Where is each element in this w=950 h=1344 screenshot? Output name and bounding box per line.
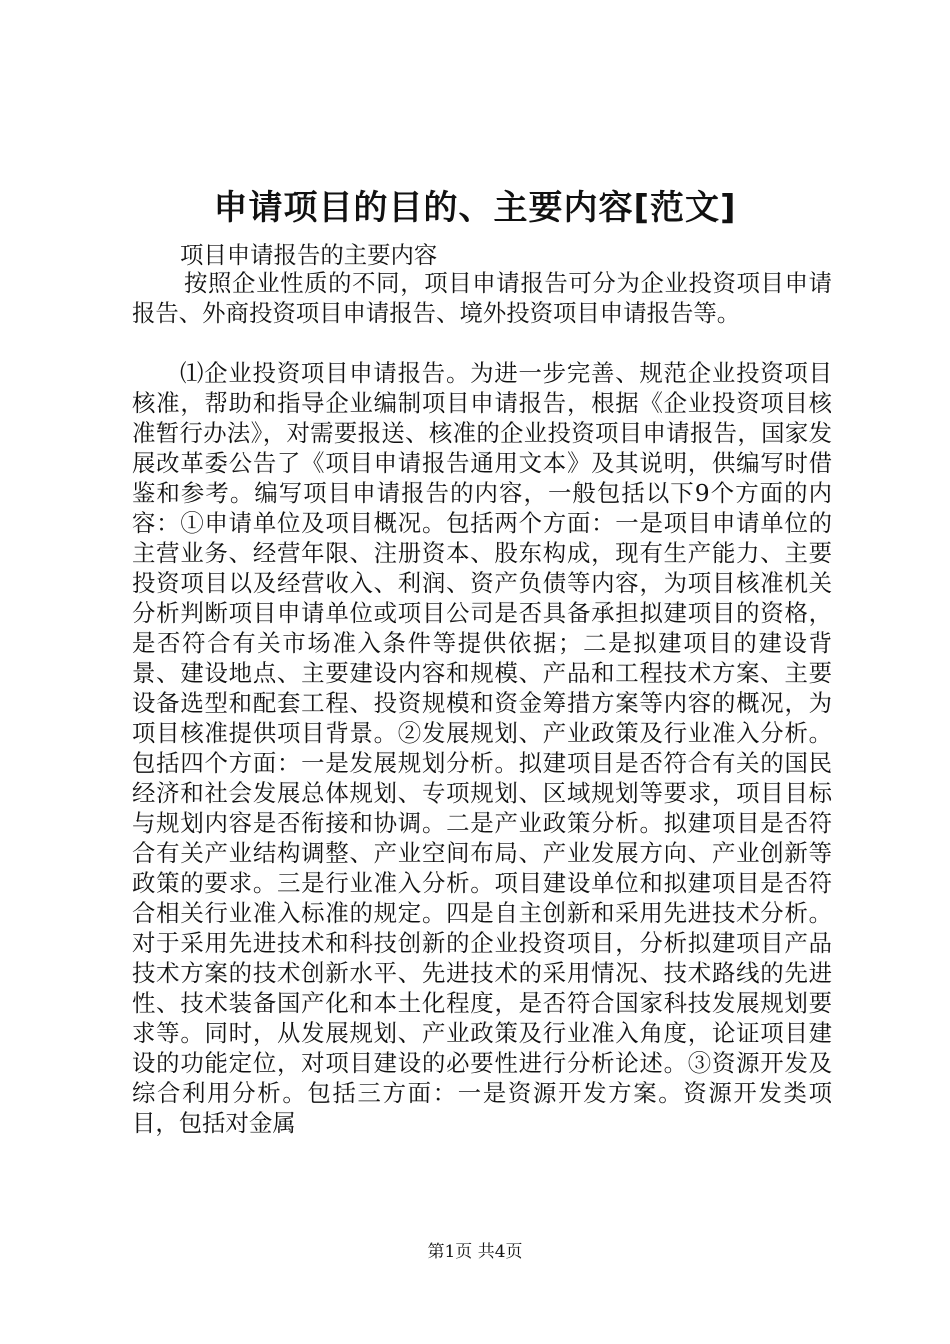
body-paragraph: ⑴企业投资项目申请报告。为进一步完善、规范企业投资项目核准，帮助和指导企业编制项目申请报告，根据《企业投资项目核准暂行办法》，对需要报送、核准的企业投资项目申请报告，国家发展改革委公告了《项目申请报告通用文本》及其说明，供编写时借鉴和参考。编写项目申请报告的内容，一般包括以下9个方面的内容：①申请单位及项目概况。包括两个方面：一是项目申请单位的主营业务、经营年限、注册资本、股东构成，现有生产能力、主要投资项目以及经营收入、利润、资产负债等内容，为项目核准机关分析判断项目申请单位或项目公司是否具备承担拟建项目的资格，是否符合有关市场准入条件等提供依据；二是拟建项目的建设背景、建设地点、主要建设内容和规模、产品和工程技术方案、主要设备选型和配套工程、投资规模和资金筹措方案等内容的概况，为项目核准提供项目背景。②发展规划、产业政策及行业准入分析。包括四个方面：一是发展规划分析。拟建项目是否符合有关的国民经济和社会发展总体规划、专项规划、区域规划等要求，项目目标与规划内容是否衔接和协调。二是产业政策分析。拟建项目是否符合有关产业结构调整、产业空间布局、产业发展方向、产业创新等政策的要求。三是行业准入分析。项目建设单位和拟建项目是否符合相关行业准入标准的规定。四是自主创新和采用先进技术分析。对于采用先进技术和科技创新的企业投资项目，分析拟建项目产品技术方案的技术创新水平、先进技术的采用情况、技术路线的先进性、技术装备国产化和本土化程度，是否符合国家科技发展规划要求等。同时，从发展规划、产业政策及行业准入角度，论证项目建设的功能定位，对项目建设的必要性进行分析论述。③资源开发及综合利用分析。包括三方面：一是资源开发方案。资源开发类项目，包括对金属 [132,359,832,1137]
intro-paragraph: 按照企业性质的不同，项目申请报告可分为企业投资项目申请报告、外商投资项目申请报告、境外投资项目申请报告等。 [132,269,832,327]
section-heading: 项目申请报告的主要内容 [180,241,438,269]
page-title: 申请项目的目的、主要内容[范文] [213,188,737,228]
page-number: 第1页 共4页 [427,1242,523,1262]
